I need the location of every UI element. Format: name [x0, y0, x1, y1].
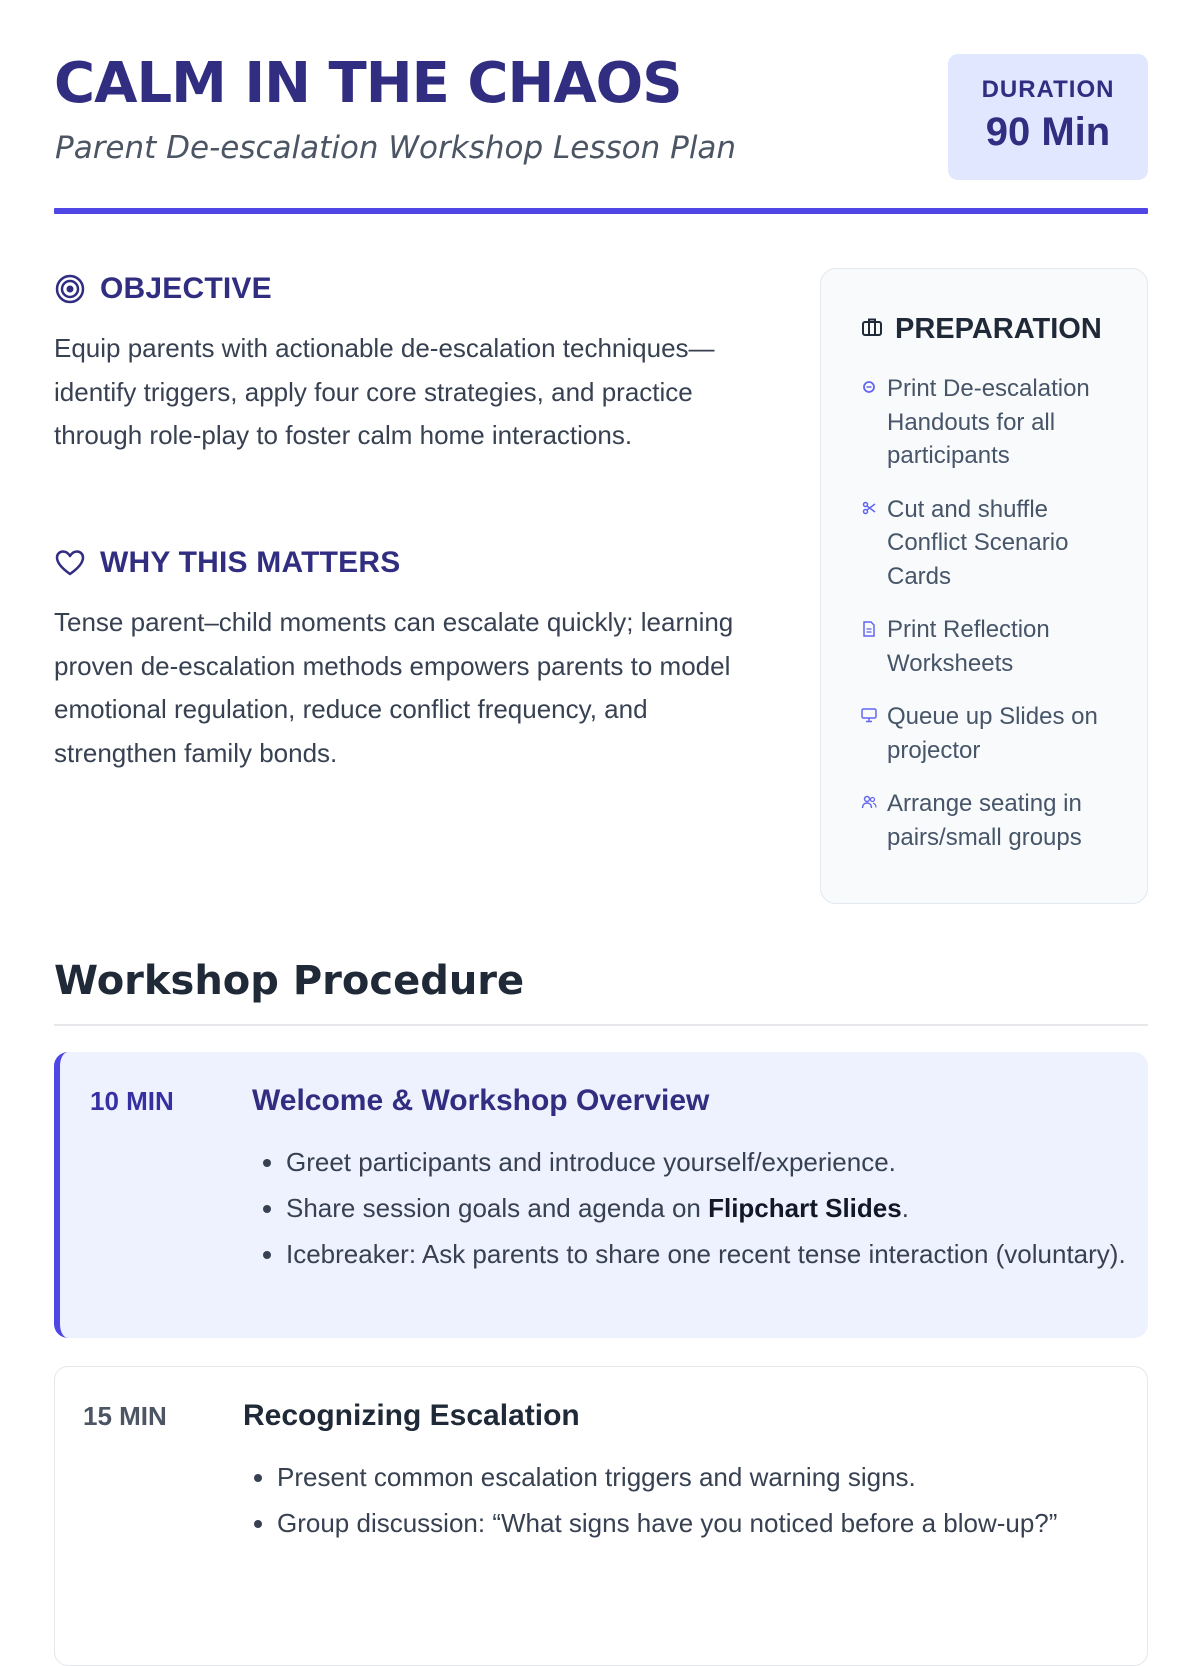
why-title: WHY THIS MATTERS: [100, 546, 401, 579]
step-list-item: [286, 1234, 1136, 1274]
printer-icon: [861, 380, 877, 394]
procedure-divider: [54, 1024, 1148, 1026]
prep-item: [861, 700, 1109, 767]
scissors-icon: [861, 501, 877, 515]
step-title: Recognizing Escalation: [243, 1399, 580, 1432]
step-list-item: [286, 1188, 1136, 1228]
duration-label: DURATION: [981, 76, 1115, 103]
procedure-step: [54, 1052, 1148, 1338]
prep-item: [861, 787, 1109, 854]
preparation-card: [820, 268, 1148, 904]
prep-item-text: Print De-escalation Handouts for all participants: [887, 375, 1090, 469]
prep-item-text: Queue up Slides on projector: [887, 703, 1098, 764]
step-item-text: Greet participants and introduce yourself/experience.: [286, 1147, 896, 1177]
users-icon: [861, 795, 877, 809]
prep-item-text: Arrange seating in pairs/small groups: [887, 790, 1082, 851]
objective-text: Equip parents with actionable de-escalation techniques—identify triggers, apply four core strategies, and practice through role-play to foster calm home interactions.: [54, 333, 715, 450]
heart-icon: [54, 547, 86, 579]
why-heading: [54, 546, 400, 580]
prep-item: [861, 493, 1109, 594]
document-icon: [861, 621, 877, 637]
prep-item: [861, 372, 1109, 473]
step-title: Welcome & Workshop Overview: [252, 1084, 710, 1117]
preparation-list: [861, 372, 1109, 854]
preparation-heading: [861, 313, 1109, 346]
step-time: 10 MIN: [90, 1086, 174, 1116]
briefcase-icon: [861, 316, 883, 343]
step-list: [252, 1142, 1136, 1280]
prep-item-text: Print Reflection Worksheets: [887, 616, 1050, 677]
duration-badge: [948, 54, 1148, 180]
step-list-item: [277, 1457, 1127, 1497]
page-title: CALM IN THE CHAOS: [54, 51, 682, 116]
procedure-title: Workshop Procedure: [54, 958, 525, 1004]
page-subtitle: Parent De-escalation Workshop Lesson Plan: [55, 130, 737, 166]
step-list: [243, 1457, 1127, 1549]
step-list-item: [286, 1142, 1136, 1182]
objective-title: OBJECTIVE: [100, 272, 272, 305]
step-item-text: Share session goals and agenda on: [286, 1193, 709, 1223]
step-item-text: Present common escalation triggers and warning signs.: [277, 1462, 916, 1492]
step-list-item: [277, 1503, 1127, 1543]
prep-item-text: Cut and shuffle Conflict Scenario Cards: [887, 495, 1069, 590]
procedure-step: [54, 1366, 1148, 1666]
header-divider: [54, 208, 1148, 214]
step-time: 15 MIN: [83, 1401, 167, 1431]
preparation-title: PREPARATION: [895, 313, 1102, 345]
step-item-text: .: [901, 1193, 909, 1223]
step-item-text: Icebreaker: Ask parents to share one recent tense interaction (voluntary).: [286, 1239, 1126, 1269]
monitor-icon: [861, 708, 877, 723]
step-item-text: Group discussion: “What signs have you noticed before a blow-up?”: [277, 1508, 1058, 1538]
objective-heading: [54, 272, 272, 306]
step-item-emphasis: Flipchart Slides: [708, 1193, 902, 1223]
duration-value: 90 Min: [985, 110, 1111, 154]
why-text: Tense parent–child moments can escalate quickly; learning proven de-escalation methods empowers parents to model emotional regulation, reduce conflict frequency, and strengthen family bonds.: [54, 607, 734, 768]
prep-item: [861, 613, 1109, 680]
target-icon: [54, 273, 86, 305]
